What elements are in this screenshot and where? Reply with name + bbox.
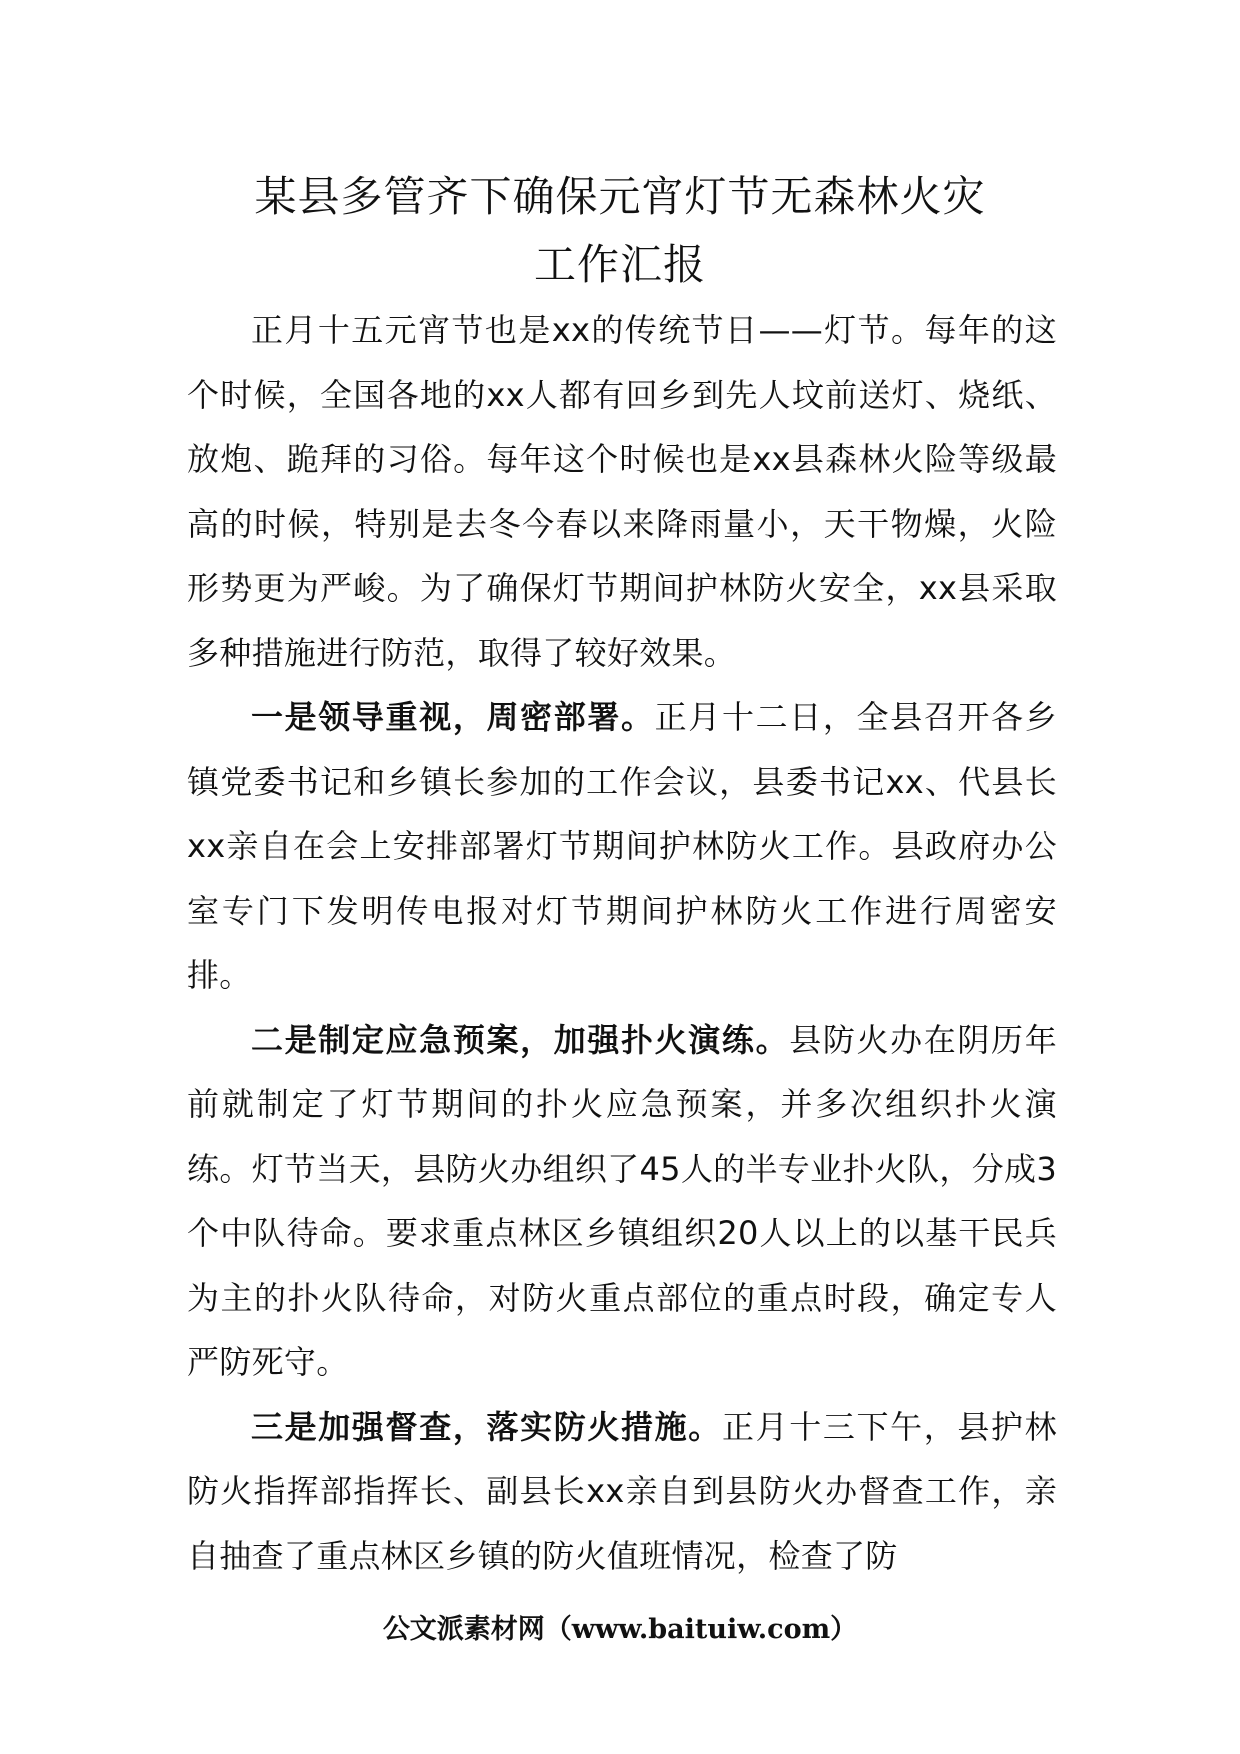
paragraph-lead: 二是制定应急预案，加强扑火演练。 [251, 1020, 790, 1059]
document-body [187, 298, 1057, 1588]
paragraph-supervision [187, 1395, 1057, 1589]
document-title-line-2: 工作汇报 [533, 240, 706, 289]
paragraph-leadership [187, 685, 1057, 1008]
document-title-line-1: 某县多管齐下确保元宵灯节无森林火灾 [254, 172, 986, 221]
paragraph-text: 正月十三下午，县护林防火指挥部指挥长、副县长xx亲自到县防火办督查工作，亲自抽查了重点林区乡镇的防火值班情况，检查了防 [187, 1407, 1057, 1575]
paragraph-emergency-plan [187, 1008, 1057, 1395]
page-footer: 公文派素材网（www.baituiw.com） [382, 1614, 858, 1645]
paragraph-text: 县防火办在阴历年前就制定了灯节期间的扑火应急预案，并多次组织扑火演练。灯节当天，县防火办组织了45人的半专业扑火队，分成3个中队待命。要求重点林区乡镇组织20人以上的以基干民兵为主的扑火队待命，对防火重点部位的重点时段，确定专人严防死守。 [187, 1020, 1057, 1381]
paragraph-lead: 一是领导重视，周密部署。 [251, 698, 655, 736]
paragraph-intro [187, 298, 1057, 685]
paragraph-text: 正月十五元宵节也是xx的传统节日——灯节。每年的这个时候，全国各地的xx人都有回乡到先人坟前送灯、烧纸、放炮、跪拜的习俗。每年这个时候也是xx县森林火险等级最高的时候，特别是去冬今春以来降雨量小，天干物燥，火险形势更为严峻。为了确保灯节期间护林防火安全，xx县采取多种措施进行防范，取得了较好效果。 [187, 311, 1057, 672]
paragraph-text: 正月十二日，全县召开各乡镇党委书记和乡镇长参加的工作会议，县委书记xx、代县长xx亲自在会上安排部署灯节期间护林防火工作。县政府办公室专门下发明传电报对灯节期间护林防火工作进行周密安排。 [187, 698, 1057, 994]
paragraph-lead: 三是加强督查，落实防火措施。 [251, 1407, 722, 1446]
